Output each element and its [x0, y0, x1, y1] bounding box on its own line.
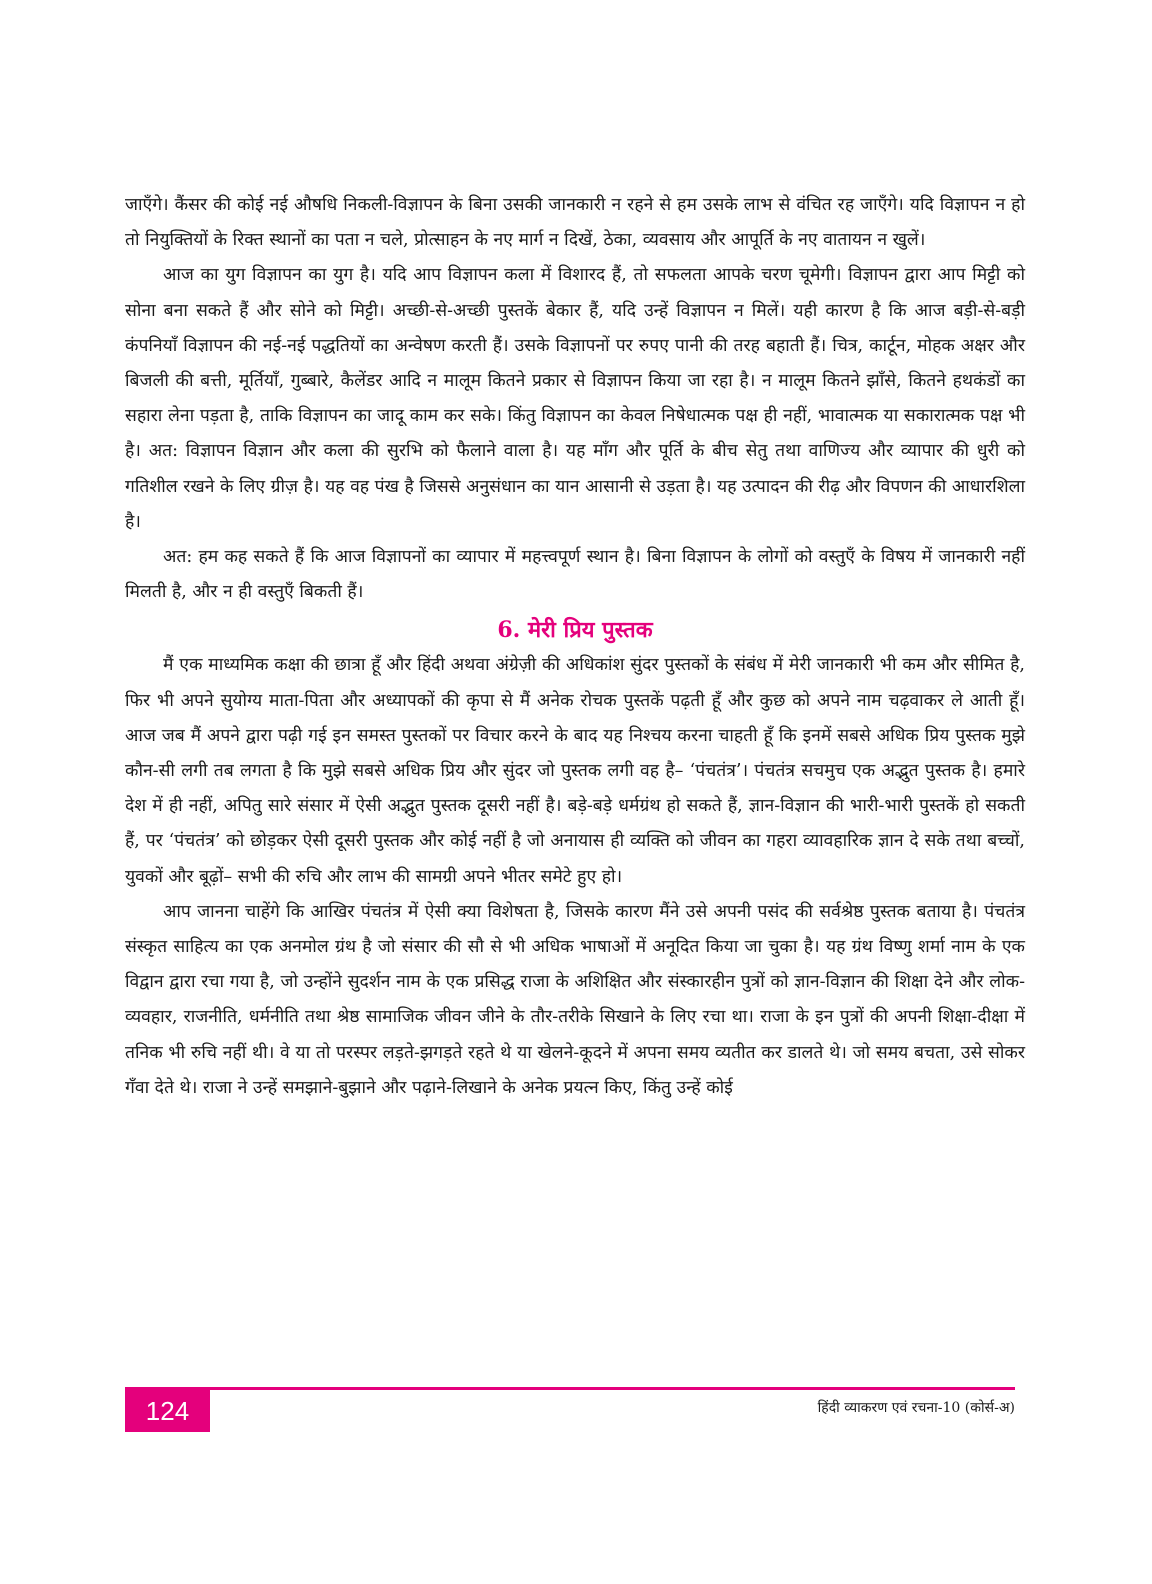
- section-heading: 6. मेरी प्रिय पुस्तक: [497, 617, 653, 644]
- paragraph-advertising-era: आज का युग विज्ञापन का युग है। यदि आप विज्ञापन कला में विशारद हैं, तो सफलता आपके चरण चूमेगी। विज्ञापन द्वारा आप मिट्टी को सोना बना सकते हैं और सोने को मिट्टी। अच्छी-से-अच्छी पुस्तकें बेकार हैं, यदि उन्हें विज्ञापन न मिलें। यही कारण है कि आज बड़ी-से-बड़ी कंपनियाँ विज्ञापन की नई-नई पद्धतियों का अन्वेषण करती हैं। उसके विज्ञापनों पर रुपए पानी की तरह बहाती हैं। चित्र, कार्टून, मोहक अक्षर और बिजली की बत्ती, मूर्तियाँ, गुब्बारे, कैलेंडर आदि न मालूम कितने प्रकार से विज्ञापन किया जा रहा है। न मालूम कितने झाँसे, कितने हथकंडों का सहारा लेना पड़ता है, ताकि विज्ञापन का जादू काम कर सके। किंतु विज्ञापन का केवल निषेधात्मक पक्ष ही नहीं, भावात्मक या सकारात्मक पक्ष भी है। अत: विज्ञापन विज्ञान और कला की सुरभि को फैलाने वाला है। यह माँग और पूर्ति के बीच सेतु तथा वाणिज्य और व्यापार की धुरी को गतिशील रखने के लिए ग्रीज़ है। यह वह पंख है जिससे अनुसंधान का यान आसानी से उड़ता है। यह उत्पादन की रीढ़ और विपणन की आधारशिला है।: [125, 265, 1025, 532]
- footer-divider: [125, 1387, 1015, 1390]
- paragraph-favorite-book-intro: मैं एक माध्यमिक कक्षा की छात्रा हूँ और हिंदी अथवा अंग्रेज़ी की अधिकांश सुंदर पुस्तकों के संबंध में मेरी जानकारी भी कम और सीमित है, फिर भी अपने सुयोग्य माता-पिता और अध्यापकों की कृपा से मैं अनेक रोचक पुस्तकें पढ़ती हूँ और कुछ को अपने नाम चढ़वाकर ले आती हूँ। आज जब मैं अपने द्वारा पढ़ी गई इन समस्त पुस्तकों पर विचार करने के बाद यह निश्चय करना चाहती हूँ कि इनमें सबसे अधिक प्रिय पुस्तक मुझे कौन-सी लगी तब लगता है कि मुझे सबसे अधिक प्रिय और सुंदर जो पुस्तक लगी वह है– ‘पंचतंत्र’। पंचतंत्र सचमुच एक अद्भुत पुस्तक है। हमारे देश में ही नहीं, अपितु सारे संसार में ऐसी अद्भुत पुस्तक दूसरी नहीं है। बड़े-बड़े धर्मग्रंथ हो सकते हैं, ज्ञान-विज्ञान की भारी-भारी पुस्तकें हो सकती हैं, पर ‘पंचतंत्र’ को छोड़कर ऐसी दूसरी पुस्तक और कोई नहीं है जो अनायास ही व्यक्ति को जीवन का गहरा व्यावहारिक ज्ञान दे सके तथा बच्चों, युवकों और बूढ़ों– सभी की रुचि और लाभ की सामग्री अपने भीतर समेटे हुए हो।: [125, 655, 1025, 887]
- running-footer-title: हिंदी व्याकरण एवं रचना-10 (कोर्स-अ): [817, 1400, 1015, 1416]
- paragraph-advertising-conclusion: अत: हम कह सकते हैं कि आज विज्ञापनों का व्यापार में महत्त्वपूर्ण स्थान है। बिना विज्ञापन के लोगों को वस्तुएँ के विषय में जानकारी नहीं मिलती है, और न ही वस्तुएँ बिकती हैं।: [125, 547, 1025, 603]
- paragraph-continuation: जाएँगे। कैंसर की कोई नई औषधि निकली-विज्ञापन के बिना उसकी जानकारी न रहने से हम उसके लाभ से वंचित रह जाएँगे। यदि विज्ञापन न हो तो नियुक्तियों के रिक्त स्थानों का पता न चले, प्रोत्साहन के नए मार्ग न दिखें, ठेका, व्यवसाय और आपूर्ति के नए वातायन न खुलें।: [125, 195, 1025, 251]
- page-body: [125, 188, 1025, 1106]
- page-number: 124: [125, 1390, 210, 1432]
- paragraph-panchatantra-details: आप जानना चाहेंगे कि आखिर पंचतंत्र में ऐसी क्या विशेषता है, जिसके कारण मैंने उसे अपनी पसंद की सर्वश्रेष्ठ पुस्तक बताया है। पंचतंत्र संस्कृत साहित्य का एक अनमोल ग्रंथ है जो संसार की सौ से भी अधिक भाषाओं में अनूदित किया जा चुका है। यह ग्रंथ विष्णु शर्मा नाम के एक विद्वान द्वारा रचा गया है, जो उन्होंने सुदर्शन नाम के एक प्रसिद्ध राजा के अशिक्षित और संस्कारहीन पुत्रों को ज्ञान-विज्ञान की शिक्षा देने और लोक-व्यवहार, राजनीति, धर्मनीति तथा श्रेष्ठ सामाजिक जीवन जीने के तौर-तरीके सिखाने के लिए रचा था। राजा के इन पुत्रों की अपनी शिक्षा-दीक्षा में तनिक भी रुचि नहीं थी। वे या तो परस्पर लड़ते-झगड़ते रहते थे या खेलने-कूदने में अपना समय व्यतीत कर डालते थे। जो समय बचता, उसे सोकर गँवा देते थे। राजा ने उन्हें समझाने-बुझाने और पढ़ाने-लिखाने के अनेक प्रयत्न किए, किंतु उन्हें कोई: [125, 901, 1025, 1098]
